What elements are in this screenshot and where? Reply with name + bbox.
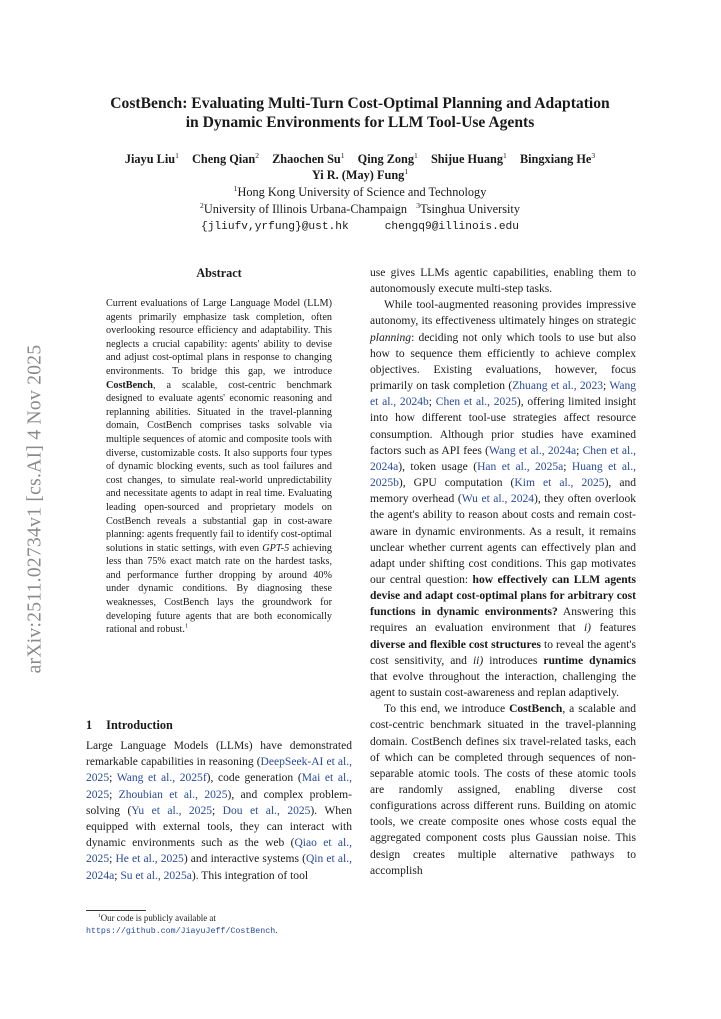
citation-link[interactable]: Wu et al., 2024: [461, 493, 535, 506]
arxiv-sidebar-stamp: arXiv:2511.02734v1 [cs.AI] 4 Nov 2025: [24, 344, 45, 674]
author: Qing Zong$^1$: [357, 150, 418, 166]
abstract-heading: Abstract: [196, 266, 242, 280]
author: Bingxiang He$^3$: [519, 150, 596, 166]
citation-link[interactable]: DeepSeek-AI et al., 2025: [86, 756, 352, 785]
author-list: [80, 151, 640, 183]
citation-link[interactable]: Mai et al., 2025: [86, 772, 352, 801]
citation-link[interactable]: Qin et al., 2024a: [86, 853, 352, 882]
author: Jiayu Liu$^1$: [124, 150, 179, 166]
citation-link[interactable]: Han et al., 2025a: [477, 460, 564, 473]
affiliation-1: $^1$Hong Kong University of Science and Technology: [233, 183, 487, 199]
citation-link[interactable]: Su et al., 2025a: [120, 869, 192, 882]
email-2: chengq9@illinois.edu: [384, 221, 519, 233]
citation-link[interactable]: He et al., 2025: [115, 853, 184, 866]
author-emails: [80, 217, 640, 236]
citation-link[interactable]: Qiao et al., 2025: [86, 837, 352, 866]
abstract-body: Current evaluations of Large Language Model (LLM) agents primarily emphasize task completion, often overlooking resource efficiency and adaptability. This neglects a crucial capability: agents' ability to devise and adjust cost-optimal plans in response to changing environments. To bridge this gap, we introduce CostBench, a scalable, cost-centric benchmark designed to evaluate agents' economic reasoning and replanning abilities. Situated in the travel-planning domain, CostBench comprises tasks solvable via multiple sequences of atomic and composite tools with diverse, customizable costs. It also supports four types of dynamic blocking events, such as tool failures and cost changes, to simulate real-world unpredictability and necessitate agents to adapt in real time. Evaluating leading open-sourced and proprietary models on CostBench reveals a substantial gap in cost-aware planning: agents frequently fail to identify cost-optimal solutions in static settings, with even GPT-5 achieving less than 75% exact match rate on the hardest tasks, and performance further dropping by around 40% under dynamic conditions. By diagnosing these weaknesses, CostBench lays the groundwork for developing future agents that are both economically rational and robust.$^1$: [106, 298, 332, 636]
author: Cheng Qian$^2$: [191, 150, 259, 166]
paragraph: use gives LLMs agentic capabilities, enabling them to autonomously execute multi-step tasks.: [370, 267, 636, 296]
title-line-1: CostBench: Evaluating Multi-Turn Cost-Optimal Planning and Adaptation: [110, 95, 610, 112]
paragraph: While tool-augmented reasoning provides impressive autonomy, its effectiveness ultimately hinges on strategic planning: deciding not only which tools to use but also how to sequence them efficiently to achieve complex objectives. Existing evaluations, however, focus primarily on task completion (Zhuang et al., 2023; Wang et al., 2024b; Chen et al., 2025), offering limited insight into how different tool-use strategies affect resource consumption. Although prior studies have examined factors such as API fees (Wang et al., 2024a; Chen et al., 2024a), token usage (Han et al., 2025a; Huang et al., 2025b), GPU computation (Kim et al., 2025), and memory overhead (Wu et al., 2024), they often overlook the agent's ability to reason about costs and remain cost-aware in dynamic environments. As a result, it remains unclear whether current agents can effectively plan and adapt under shifting cost conditions. This gap motivates our central question: how effectively can LLM agents devise and adapt cost-optimal plans for arbitrary cost functions in dynamic environments? Answering this requires an evaluation environment that i) features diverse and flexible cost structures to reveal the agent's cost sensitivity, and ii) introduces runtime dynamics that evolve throughout the interaction, challenging the agent to sustain cost-awareness and replan adaptively.: [370, 299, 637, 700]
citation-link[interactable]: Wang et al., 2024a: [488, 444, 577, 457]
author: Zhaochen Su$^1$: [272, 150, 345, 166]
section-heading-introduction: 1 Introduction: [86, 718, 173, 732]
code-url-link[interactable]: https://github.com/JiayuJeff/CostBench: [86, 926, 276, 936]
title-line-2: in Dynamic Environments for LLM Tool-Use Agents: [185, 114, 535, 131]
citation-link[interactable]: Dou et al., 2025: [222, 804, 311, 817]
email-1: {jliufv,yrfung}@ust.hk: [201, 221, 349, 233]
citation-link[interactable]: Kim et al., 2025: [514, 477, 605, 490]
citation-link[interactable]: Chen et al., 2024a: [370, 444, 636, 473]
footnote: $^1$Our code is publicly available at https://github.com/JiayuJeff/CostBench.: [86, 913, 278, 936]
right-column: [370, 265, 636, 879]
author: Shijue Huang$^1$: [430, 150, 507, 166]
author: Yi R. (May) Fung$^1$: [311, 166, 409, 182]
citation-link[interactable]: Chen et al., 2025: [435, 396, 517, 409]
citation-link[interactable]: Zhuang et al., 2023: [512, 380, 604, 393]
footnote-marker[interactable]: 1: [184, 622, 189, 630]
paragraph: To this end, we introduce CostBench, a scalable and cost-centric benchmark situated in the travel-planning domain. CostBench defines six travel-related tasks, each of which can be completed through sequences of non-separable atomic tools. The costs of these atomic tools are randomly assigned, enabling diverse cost configurations across different runs. Building on atomic tools, we create composite ones whose costs equal the aggregated component costs plus Gaussian noise. This design creates multiple alternative pathways to accomplish: [370, 703, 637, 877]
paper-title: [80, 94, 640, 132]
citation-link[interactable]: Wang et al., 2025f: [116, 772, 207, 785]
citation-link[interactable]: Zhoubian et al., 2025: [118, 788, 228, 801]
introduction-paragraph: Large Language Models (LLMs) have demonstrated remarkable capabilities in reasoning (DeepSeek-AI et al., 2025; Wang et al., 2025f), code generation (Mai et al., 2025; Zhoubian et al., 2025), and complex problem-solving (Yu et al., 2025; Dou et al., 2025). When equipped with external tools, they can interact with dynamic environments such as the web (Qiao et al., 2025; He et al., 2025) and interactive systems (Qin et al., 2024a; Su et al., 2025a). This integration of tool: [86, 740, 352, 882]
citation-link[interactable]: Yu et al., 2025: [131, 804, 212, 817]
citation-link[interactable]: Wang et al., 2024b: [370, 380, 636, 409]
citation-link[interactable]: Huang et al., 2025b: [370, 460, 636, 490]
footnote-divider: [86, 910, 146, 911]
affiliation-2-3: $^2$University of Illinois Urbana-Champaign $^3$Tsinghua University: [200, 200, 520, 216]
affiliations: [80, 184, 640, 236]
